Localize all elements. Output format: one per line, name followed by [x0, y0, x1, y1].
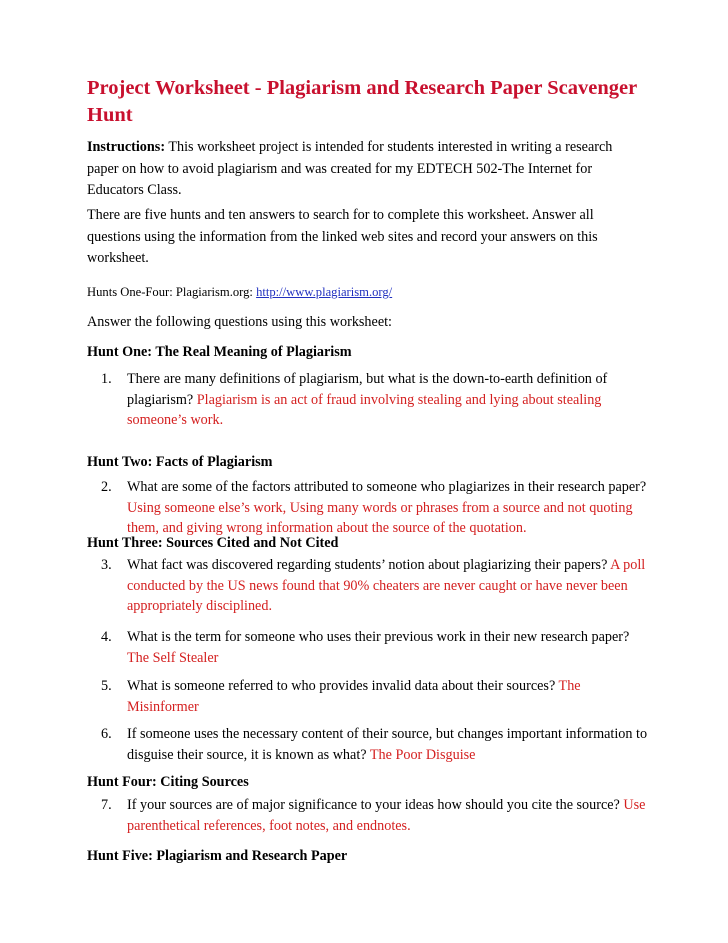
- question-number: 6.: [101, 726, 112, 742]
- instructions-text: This worksheet project is intended for students interested in writing a research paper on how to avoid plagiarism and was created for my EDTECH 502-The Internet for Educators Class.: [87, 139, 613, 198]
- hunt-one-heading: Hunt One: The Real Meaning of Plagiarism: [87, 344, 352, 360]
- question-number: 5.: [101, 678, 112, 694]
- question-3: [101, 555, 651, 617]
- hunt-three-heading: Hunt Three: Sources Cited and Not Cited: [87, 535, 339, 551]
- question-number: 7.: [101, 797, 112, 813]
- answer-text: Using someone else’s work, Using many words or phrases from a source and not quoting them, and giving wrong information about the source of the quotation.: [127, 499, 633, 536]
- question-body: [127, 477, 651, 539]
- question-6: [101, 724, 651, 765]
- question-5: [101, 676, 651, 717]
- question-number: 1.: [101, 371, 112, 387]
- answer-text: The Misinformer: [127, 678, 581, 715]
- answer-text: The Self Stealer: [127, 649, 219, 666]
- answer-text: Plagiarism is an act of fraud involving stealing and lying about stealing someone’s work.: [127, 391, 602, 428]
- hunt-two-heading: Hunt Two: Facts of Plagiarism: [87, 454, 273, 470]
- question-body: [127, 369, 651, 431]
- hunt-five-heading: Hunt Five: Plagiarism and Research Paper: [87, 848, 348, 864]
- instructions-label: Instructions:: [87, 139, 166, 155]
- question-body: [127, 627, 651, 668]
- answer-text: The Poor Disguise: [369, 746, 476, 763]
- question-text: If someone uses the necessary content of their source, but changes important information to disguise their source, it is known as what?: [127, 726, 648, 763]
- question-body: [127, 724, 651, 765]
- intro-paragraph: There are five hunts and ten answers to search for to complete this worksheet. Answer all questions using the information from the linked web sites and record your answers on this worksheet.: [87, 207, 598, 266]
- question-7: [101, 795, 651, 836]
- answer-prompt: Answer the following questions using this worksheet:: [87, 314, 393, 330]
- question-number: 2.: [101, 479, 112, 495]
- answer-text: A poll conducted by the US news found that 90% cheaters are never caught or have never been appropriately disciplined.: [127, 557, 646, 614]
- question-text: If your sources are of major significance to your ideas how should you cite the source?: [127, 797, 624, 813]
- question-text: What is someone referred to who provides invalid data about their sources?: [127, 678, 559, 694]
- hunt-four-heading: Hunt Four: Citing Sources: [87, 774, 249, 790]
- question-body: [127, 676, 651, 717]
- question-number: 3.: [101, 557, 112, 573]
- hunts-source-line: [87, 282, 642, 304]
- question-text: What is the term for someone who uses their previous work in their new research paper?: [127, 629, 630, 645]
- question-4: [101, 627, 651, 668]
- plagiarism-org-link[interactable]: http://www.plagiarism.org/: [256, 285, 393, 299]
- question-text: What are some of the factors attributed to someone who plagiarizes in their research paper?: [127, 479, 647, 495]
- hunts-source-label: Hunts One-Four: Plagiarism.org:: [87, 285, 257, 299]
- question-number: 4.: [101, 629, 112, 645]
- question-text: There are many definitions of plagiarism, but what is the down-to-earth definition of plagiarism?: [127, 371, 608, 408]
- question-1: [101, 369, 651, 431]
- question-body: [127, 555, 651, 617]
- question-text: What fact was discovered regarding students’ notion about plagiarizing their papers?: [127, 557, 611, 573]
- answer-text: Use parenthetical references, foot notes, and endnotes.: [127, 797, 646, 834]
- question-2: [101, 477, 651, 539]
- page-title: Project Worksheet - Plagiarism and Research Paper Scavenger Hunt: [87, 77, 637, 126]
- instructions-paragraph: [87, 137, 642, 202]
- question-body: [127, 795, 651, 836]
